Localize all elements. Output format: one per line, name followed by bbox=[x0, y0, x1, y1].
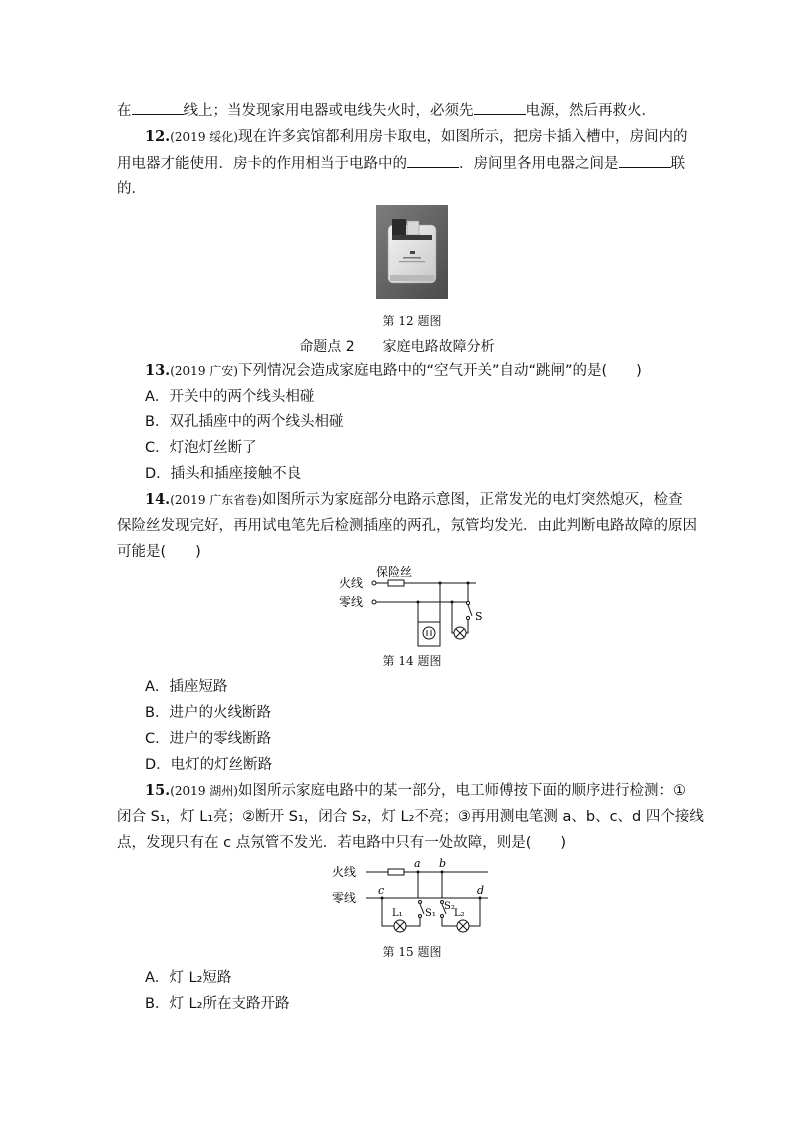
fuse-symbol bbox=[388, 580, 404, 586]
point-d-label: d bbox=[477, 884, 485, 897]
q14-option-b: B．进户的火线断路 bbox=[145, 705, 271, 721]
q14-line-1 bbox=[145, 490, 682, 510]
answer-blank bbox=[474, 100, 526, 115]
live-terminal bbox=[372, 581, 376, 585]
q14-option-c: C．进户的零线断路 bbox=[145, 731, 272, 747]
q13-stem bbox=[145, 361, 642, 381]
figure-caption-15: 第 15 题图 bbox=[382, 945, 442, 959]
socket-symbol bbox=[418, 622, 440, 646]
switch-s1-label: S₁ bbox=[425, 908, 436, 919]
lamp-l2-label: L₂ bbox=[454, 908, 465, 919]
neutral-wire-label: 零线 bbox=[339, 595, 364, 609]
switch-label: S bbox=[475, 610, 483, 623]
answer-blank bbox=[407, 153, 459, 168]
q13-option-a: A．开关中的两个线头相碰 bbox=[145, 389, 315, 405]
switch-s2-label: S₂ bbox=[444, 901, 455, 912]
room-card-slot-photo bbox=[376, 205, 448, 299]
q14-option-d: D．电灯的灯丝断路 bbox=[145, 757, 273, 773]
question-text: ．房间里各用电器之间是 bbox=[459, 156, 619, 172]
q11-text: 电源，然后再救火． bbox=[525, 103, 656, 119]
question-source: (2019 湖州) bbox=[170, 784, 238, 798]
fuse-label: 保险丝 bbox=[376, 566, 413, 579]
q12-line-2 bbox=[117, 153, 685, 174]
question-number: 14. bbox=[145, 491, 171, 508]
q12-line-3 bbox=[117, 179, 146, 199]
question-source: (2019 广东省卷) bbox=[170, 493, 262, 507]
question-text: 的． bbox=[117, 181, 146, 197]
q14-circuit-diagram bbox=[336, 566, 496, 648]
question-text: 如图所示为家庭部分电路示意图，正常发光的电灯突然熄灭，检查 bbox=[261, 492, 683, 508]
question-number: 13. bbox=[145, 362, 171, 379]
q13-option-d: D．插头和插座接触不良 bbox=[145, 466, 302, 482]
q13-option-b: B．双孔插座中的两个线头相碰 bbox=[145, 414, 344, 430]
live-wire-label: 火线 bbox=[332, 865, 357, 879]
q15-line-2: 闭合 S₁，灯 L₁亮；②断开 S₁，闭合 S₂，灯 L₂不亮；③再用测电笔测 a、b、c、d 四个接线 bbox=[117, 809, 704, 825]
lamp-l1-label: L₁ bbox=[392, 908, 403, 919]
figure-caption-12: 第 12 题图 bbox=[382, 314, 442, 328]
q12-line-1 bbox=[145, 127, 687, 147]
question-text: 用电器才能使用．房卡的作用相当于电路中的 bbox=[117, 156, 407, 172]
neutral-wire-label: 零线 bbox=[332, 891, 357, 905]
q15-line-1 bbox=[145, 781, 686, 801]
question-number: 15. bbox=[145, 782, 171, 799]
q15-circuit-diagram bbox=[330, 858, 496, 938]
answer-blank bbox=[132, 100, 184, 115]
neutral-terminal bbox=[372, 600, 376, 604]
q14-option-a: A．插座短路 bbox=[145, 679, 228, 695]
question-source: (2019 绥化) bbox=[170, 130, 238, 144]
q15-line-3: 点，发现只有在 c 点氖管不发光．若电路中只有一处故障，则是( ) bbox=[117, 835, 567, 851]
point-c-label: c bbox=[378, 884, 385, 897]
q11-tail-line bbox=[117, 100, 656, 121]
q13-option-c: C．灯泡灯丝断了 bbox=[145, 440, 257, 456]
fuse-symbol bbox=[388, 869, 404, 875]
live-wire-label: 火线 bbox=[339, 576, 364, 590]
point-b-label: b bbox=[439, 858, 447, 870]
question-number: 12. bbox=[145, 128, 171, 145]
question-text: 现在许多宾馆都利用房卡取电，如图所示，把房卡插入槽中，房间内的 bbox=[237, 129, 688, 145]
q14-line-3: 可能是( ) bbox=[117, 544, 201, 560]
switch-s1 bbox=[420, 904, 424, 914]
question-text: 下列情况会造成家庭电路中的“空气开关”自动“跳闸”的是( ) bbox=[237, 363, 642, 379]
section-title: 命题点 2 家庭电路故障分析 bbox=[299, 339, 495, 355]
q15-option-b: B．灯 L₂所在支路开路 bbox=[145, 996, 290, 1012]
figure-caption-14: 第 14 题图 bbox=[382, 654, 442, 668]
question-text: 联 bbox=[670, 156, 685, 172]
q11-text: 在 bbox=[117, 103, 132, 119]
q11-text: 线上；当发现家用电器或电线失火时，必须先 bbox=[183, 103, 474, 119]
q14-line-2: 保险丝发现完好，再用试电笔先后检测插座的两孔，氖管均发光．由此判断电路故障的原因 bbox=[117, 518, 697, 534]
question-text: 如图所示家庭电路中的某一部分，电工师傅按下面的顺序进行检测：① bbox=[237, 783, 686, 799]
q15-option-a: A．灯 L₂短路 bbox=[145, 970, 232, 986]
switch-s bbox=[468, 605, 472, 616]
answer-blank bbox=[619, 153, 671, 168]
point-a-label: a bbox=[414, 858, 421, 870]
question-source: (2019 广安) bbox=[170, 364, 238, 378]
